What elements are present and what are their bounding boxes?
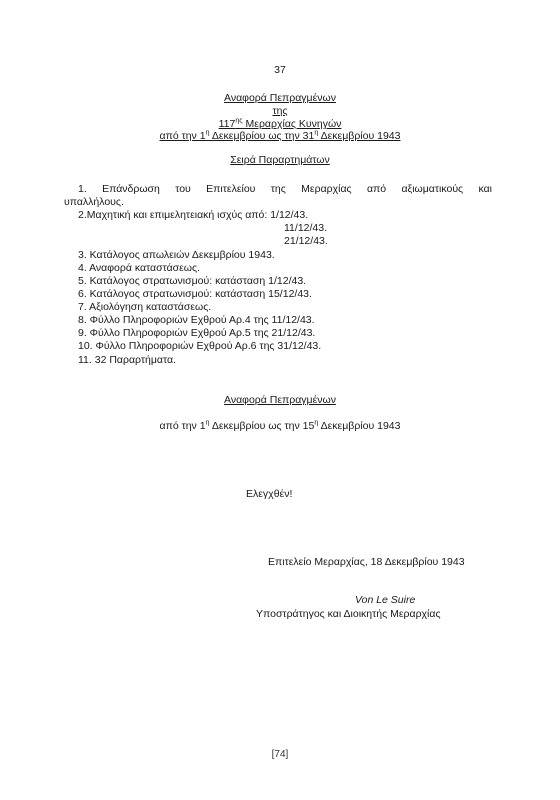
list-item-continued: υπαλλήλους. [64,196,124,208]
list-item: 9. Φύλλο Πληροφοριών Εχθρού Αρ.5 της 21/12/43. [78,327,316,339]
place-date: Επιτελείο Μεραρχίας, 18 Δεκεμβρίου 1943 [268,556,465,568]
signature-name: Von Le Suire [355,594,416,606]
list-item: 8. Φύλλο Πληροφοριών Εχθρού Αρ.4 της 11/12/43. [78,314,315,326]
signature-title: Υποστράτηγος και Διοικητής Μεραρχίας [256,608,441,620]
list-item: 3. Κατάλογος απωλειών Δεκεμβρίου 1943. [78,249,275,261]
list-item: 5. Κατάλογος στρατωνισμού: κατάσταση 1/12/43. [78,275,307,287]
appendix-title: Σειρά Παραρτημάτων [230,154,330,166]
list-item: 1. Επάνδρωση του Επιτελείου της Μεραρχίας από αξιωματικούς και [78,183,492,195]
page-number: 37 [274,64,286,76]
list-item: 10. Φύλλο Πληροφοριών Εχθρού Αρ.6 της 31/12/43. [78,340,322,352]
header-period: από την $1^\eta$ Δεκεμβρίου ως την $31^\eta$ Δεκεμβρίου 1943 [159,129,401,142]
list-item-date: 21/12/43. [284,235,328,247]
list-item: 4. Αναφορά καταστάσεως. [78,262,200,274]
header-division: $117^{\eta\varsigma}$ Μεραρχίας Κυνηγών [218,117,342,130]
list-item: 11. 32 Παραρτήματα. [78,354,176,366]
report-title: Αναφορά Πεπραγμένων [224,394,336,406]
footer-page-number: [74] [271,749,289,760]
checked-note: Ελεγχθέν! [246,488,293,500]
header-of: της [272,105,288,117]
list-item: 6. Κατάλογος στρατωνισμού: κατάσταση 15/12/43. [78,288,312,300]
report-period: από την $1^\eta$ Δεκεμβρίου ως την $15^\eta$ Δεκεμβρίου 1943 [159,419,401,432]
header-title: Αναφορά Πεπραγμένων [224,92,336,104]
list-item-date: 11/12/43. [284,222,328,234]
list-item: 2.Μαχητική και επιμελητειακή ισχύς από: 1/12/43. [78,209,309,221]
list-item: 7. Αξιολόγηση καταστάσεως. [78,301,212,313]
